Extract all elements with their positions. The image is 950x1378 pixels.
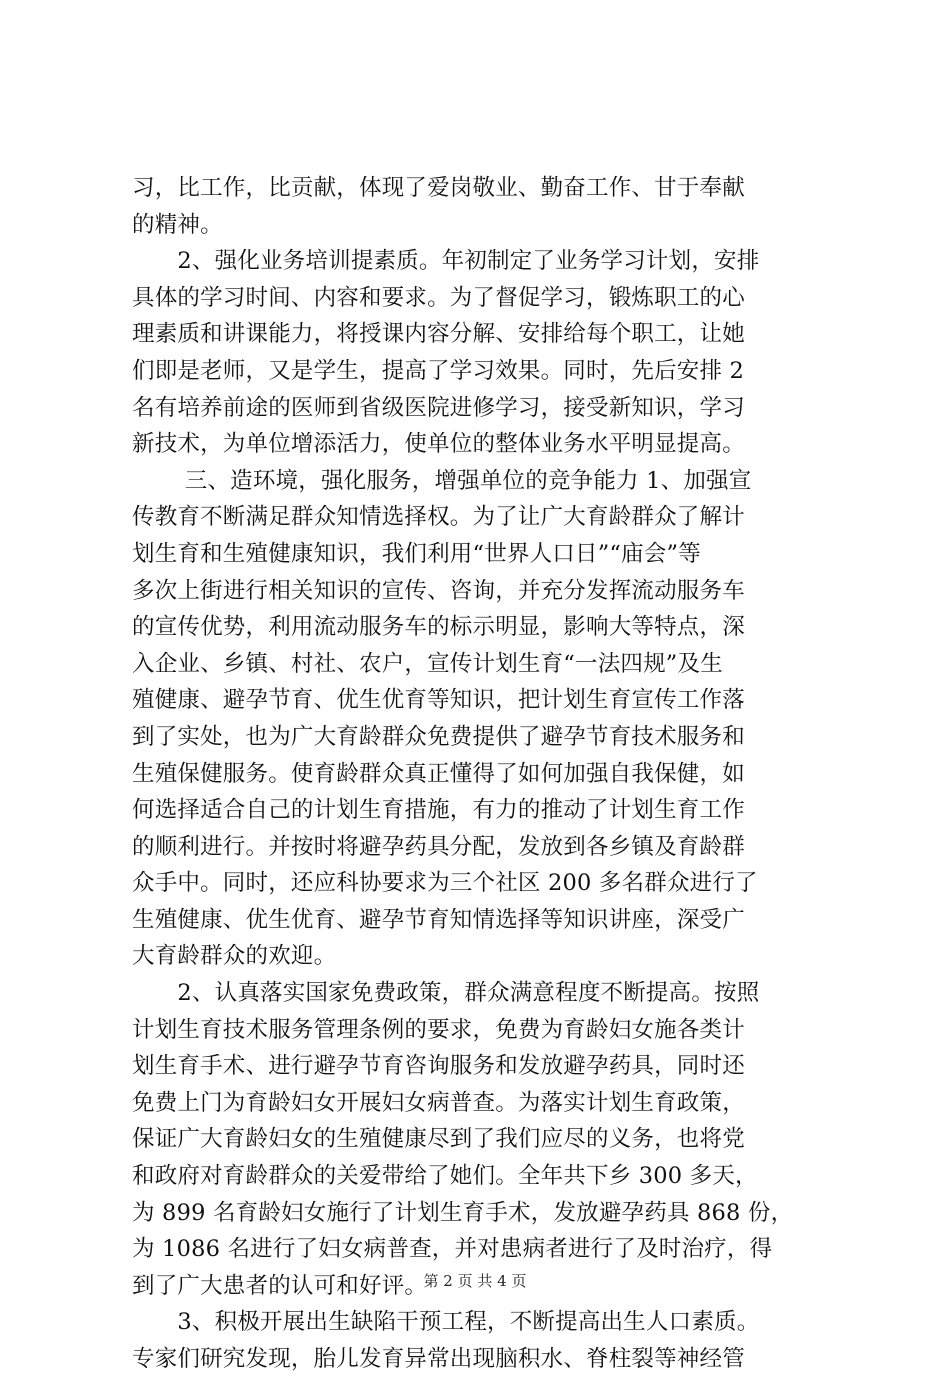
text-line: 的顺利进行。并按时将避孕药具分配，发放到各乡镇及育龄群	[132, 833, 745, 860]
text-line: 保证广大育龄妇女的生殖健康尽到了我们应尽的义务，也将党	[132, 1126, 745, 1153]
text-line: 众手中。同时，还应科协要求为三个社区 200 多名群众进行了	[132, 870, 758, 897]
document-body	[132, 170, 832, 1378]
text-line: 新技术，为单位增添活力，使单位的整体业务水平明显提高。	[132, 431, 745, 458]
text-line: 名有培养前途的医师到省级医院进修学习，接受新知识，学习	[132, 394, 745, 421]
text-line: 传教育不断满足群众知情选择权。为了让广大育龄群众了解计	[132, 504, 745, 531]
text-line: 理素质和讲课能力，将授课内容分解、安排给每个职工，让她	[132, 321, 745, 348]
page-footer: 第 2 页 共 4 页	[423, 1272, 527, 1290]
text-line: 计划生育技术服务管理条例的要求，免费为育龄妇女施各类计	[132, 1016, 745, 1043]
text-line: 殖健康、避孕节育、优生优育等知识，把计划生育宣传工作落	[132, 687, 745, 714]
text-line: 为 1086 名进行了妇女病普查，并对患病者进行了及时治疗，得	[132, 1236, 773, 1263]
text-line: 2、认真落实国家免费政策，群众满意程度不断提高。按照	[132, 980, 760, 1007]
text-line: 何选择适合自己的计划生育措施，有力的推动了计划生育工作	[132, 797, 745, 824]
text-line: 大育龄群众的欢迎。	[132, 943, 337, 970]
text-line: 划生育手术、进行避孕节育咨询服务和发放避孕药具，同时还	[132, 1053, 745, 1080]
text-line: 入企业、乡镇、村社、农户，宣传计划生育“一法四规”及生	[132, 650, 723, 677]
text-line: 3、积极开展出生缺陷干预工程，不断提高出生人口素质。	[132, 1309, 760, 1336]
text-line: 多次上街进行相关知识的宣传、咨询，并充分发挥流动服务车	[132, 577, 745, 604]
text-line: 到了广大患者的认可和好评。	[132, 1272, 428, 1299]
text-line: 们即是老师，又是学生，提高了学习效果。同时，先后安排 2	[132, 357, 745, 384]
text-line: 免费上门为育龄妇女开展妇女病普查。为落实计划生育政策，	[132, 1089, 745, 1116]
text-line: 和政府对育龄群众的关爱带给了她们。全年共下乡 300 多天，	[132, 1163, 758, 1190]
text-line: 专家们研究发现，胎儿发育异常出现脑积水、脊柱裂等神经管	[132, 1346, 745, 1372]
text-line: 具体的学习时间、内容和要求。为了督促学习，锻炼职工的心	[132, 284, 745, 311]
text-line: 生殖健康、优生优育、避孕节育知情选择等知识讲座，深受广	[132, 906, 745, 933]
text-line: 习，比工作，比贡献，体现了爱岗敬业、勤奋工作、甘于奉献	[132, 175, 745, 201]
text-line: 2、强化业务培训提素质。年初制定了业务学习计划，安排	[132, 248, 760, 275]
text-line: 的宣传优势，利用流动服务车的标示明显，影响大等特点，深	[132, 614, 745, 641]
text-line: 划生育和生殖健康知识，我们利用“世界人口日”“庙会”等	[132, 540, 701, 567]
text-line: 生殖保健服务。使育龄群众真正懂得了如何加强自我保健，如	[132, 760, 745, 787]
text-line: 三、造环境，强化服务，增强单位的竞争能力 1、加强宣	[132, 467, 752, 494]
text-line: 为 899 名育龄妇女施行了计划生育手术，发放避孕药具 868 份，	[132, 1199, 794, 1226]
text-line: 的精神。	[132, 211, 223, 238]
text-line: 到了实处，也为广大育龄群众免费提供了避孕节育技术服务和	[132, 723, 745, 750]
